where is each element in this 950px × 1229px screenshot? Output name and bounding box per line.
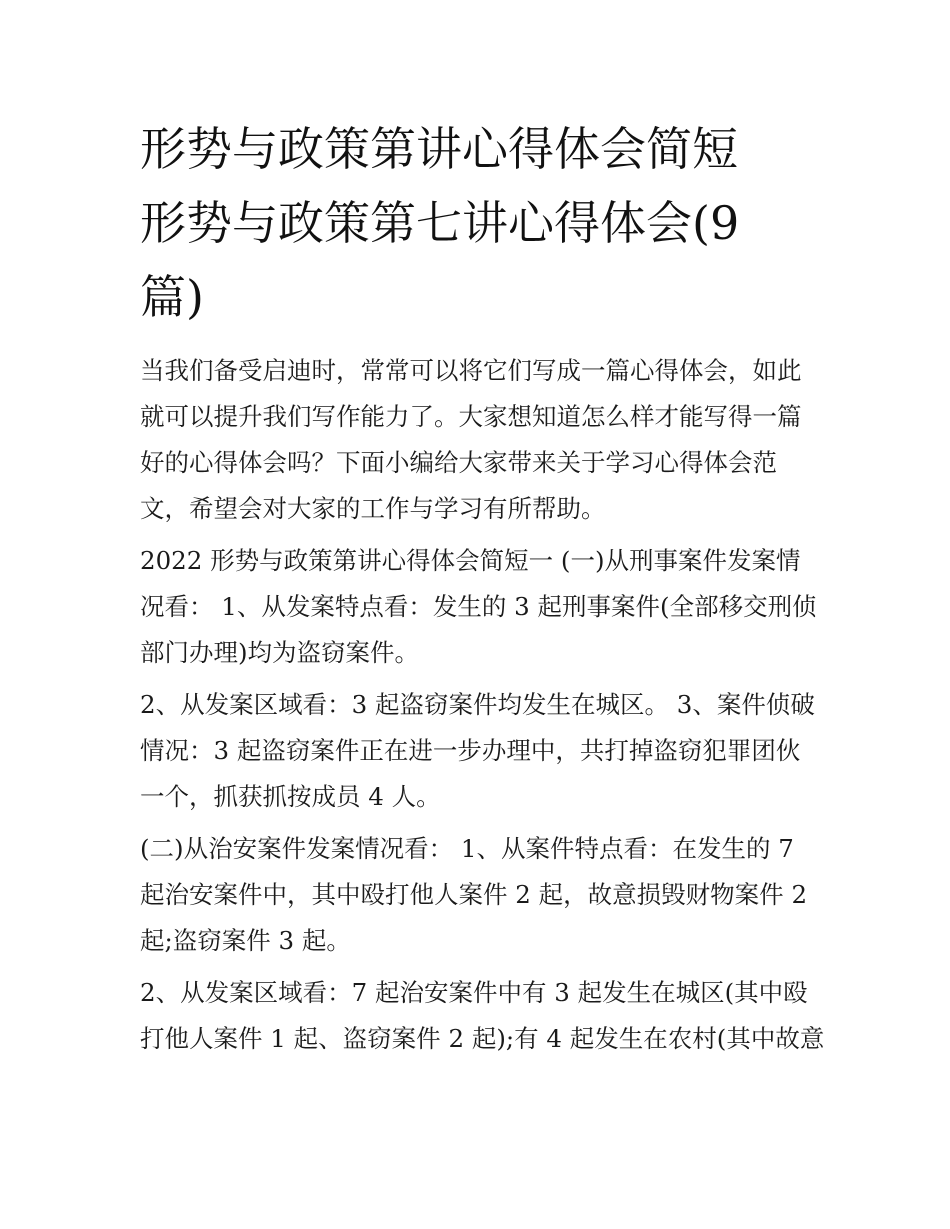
title-line: 形势与政策第讲心得体会简短 — [140, 122, 738, 176]
text-line: 2022 形势与政策第讲心得体会简短一 (一)从刑事案件发案情 — [140, 546, 801, 575]
text-line: 当我们备受启迪时，常常可以将它们写成一篇心得体会，如此 — [140, 356, 802, 385]
text-line: 况看： 1、从发案特点看：发生的 3 起刑事案件(全部移交刑侦 — [140, 592, 817, 621]
text-line: 2、从发案区域看：3 起盗窃案件均发生在城区。 3、案件侦破 — [140, 690, 815, 719]
document-body — [140, 112, 825, 1068]
text-line: 打他人案件 1 起、盗窃案件 2 起);有 4 起发生在农村(其中故意 — [140, 1024, 825, 1053]
text-line: 好的心得体会吗？下面小编给大家带来关于学习心得体会范 — [140, 448, 777, 477]
document-title — [140, 112, 820, 334]
text-line: 一个，抓获抓按成员 4 人。 — [140, 782, 441, 811]
body-paragraph — [140, 538, 820, 676]
intro-paragraph — [140, 348, 820, 532]
title-line: 篇) — [140, 270, 204, 324]
text-line: 部门办理)均为盗窃案件。 — [140, 638, 420, 667]
text-line: 文，希望会对大家的工作与学习有所帮助。 — [140, 494, 606, 523]
text-line: 情况：3 起盗窃案件正在进一步办理中，共打掉盗窃犯罪团伙 — [140, 736, 801, 765]
text-line: 起治安案件中，其中殴打他人案件 2 起，故意损毁财物案件 2 — [140, 880, 808, 909]
body-paragraph — [140, 682, 820, 820]
text-line: 起;盗窃案件 3 起。 — [140, 926, 351, 955]
title-line: 形势与政策第七讲心得体会(9 — [140, 196, 740, 250]
text-line: (二)从治安案件发案情况看： 1、从案件特点看：在发生的 7 — [140, 834, 794, 863]
body-paragraph — [140, 826, 820, 964]
text-line: 2、从发案区域看：7 起治安案件中有 3 起发生在城区(其中殴 — [140, 978, 808, 1007]
text-line: 就可以提升我们写作能力了。大家想知道怎么样才能写得一篇 — [140, 402, 802, 431]
body-paragraph — [140, 970, 825, 1062]
